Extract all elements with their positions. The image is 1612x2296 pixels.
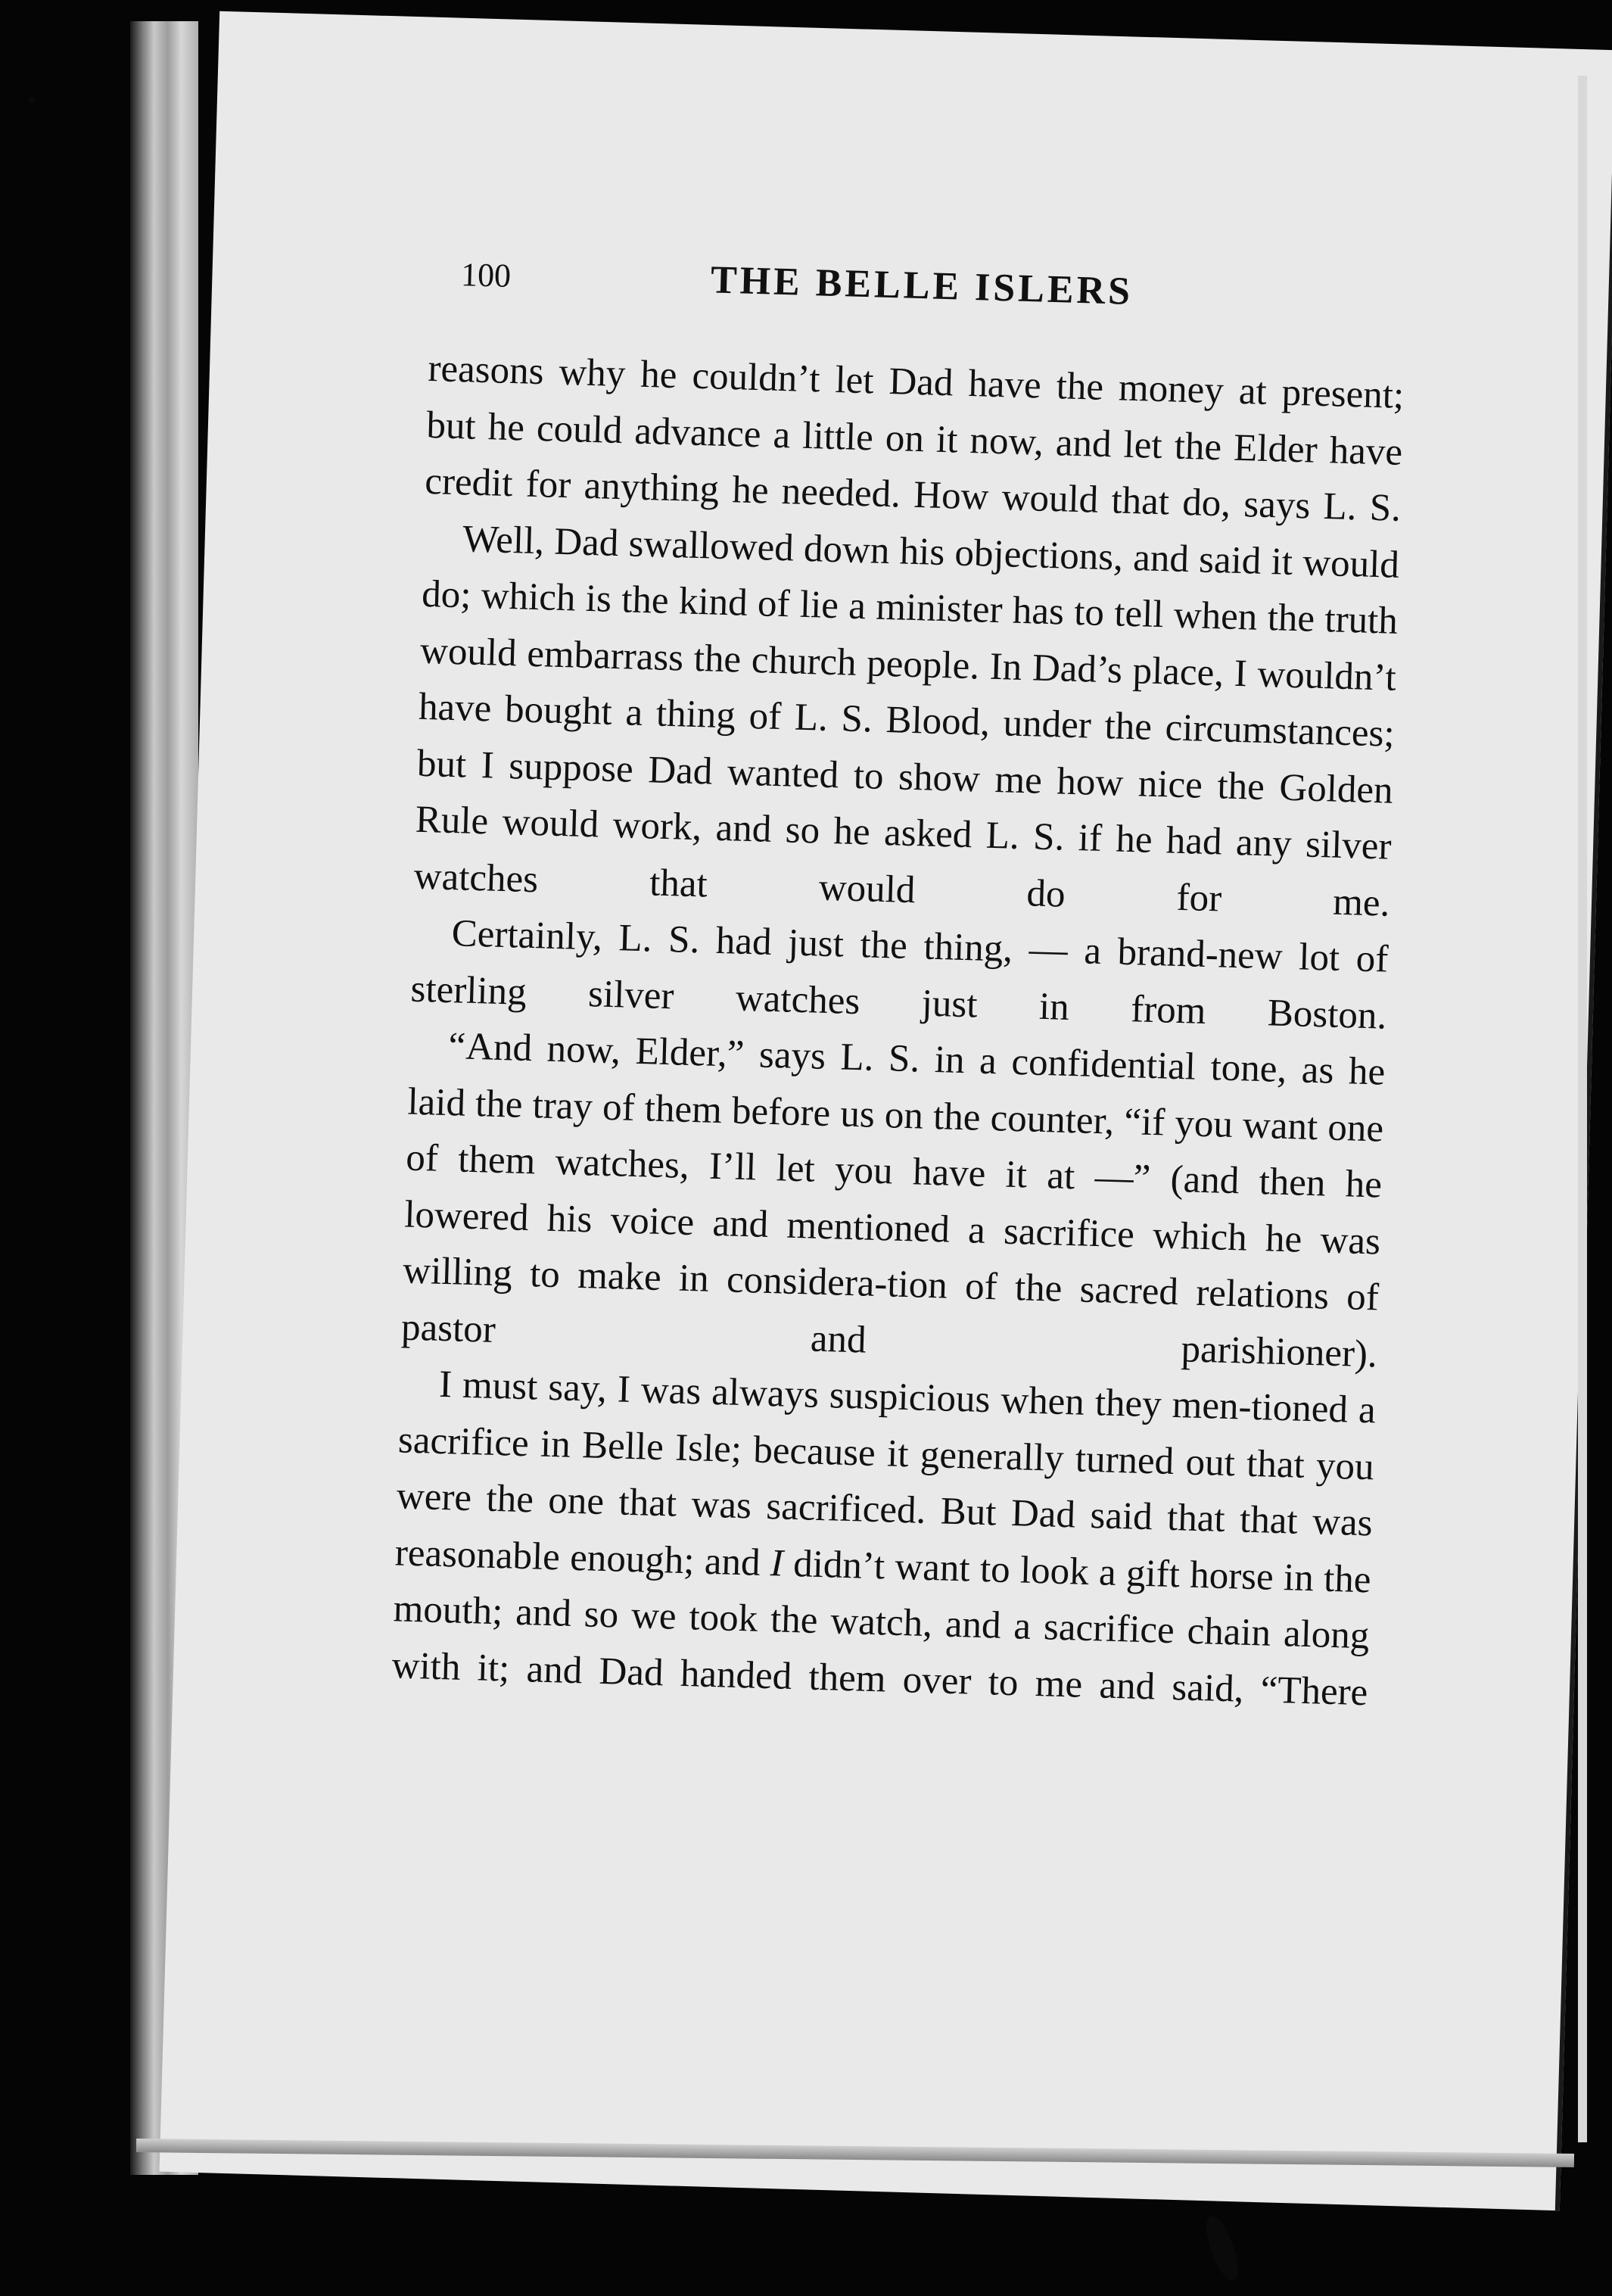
paragraph-4: “And now, Elder,” says L. S. in a confidential tone, as he laid the tray of them before us on the counter, “if you want one of them watches, I’ll let you have it at —” (and then he lowered his voice and mentioned a sacrifice which he was willing to make in considera-tion of the sacred relations of pastor and parishioner). — [400, 1025, 1386, 1375]
paragraph-5-part-2: didn’t want to look a gift horse in the mouth; and so we took the watch, and a sacrifice chain along with it; and Dad handed them over to me and said, “There — [391, 1542, 1372, 1714]
paragraph-5-part-1: I must say, I was always suspicious when they men-tioned a sacrifice in Belle Isle; because it generally turned out that you were the one that was sacrificed. But Dad said that that was reasonable enough; and — [394, 1363, 1377, 1584]
page-number: 100 — [460, 256, 512, 294]
paragraph-2: Well, Dad swallowed down his objections, and said it would do; which is the kind of lie a minister has to tell when the truth would embarrass the church people. In Dad’s place, I wouldn’t have bought a thing of L. S. Blood, under the circumstances; but I suppose Dad wanted to show me how nice the Golden Rule would work, and so he asked L. S. if he had any silver watches that would do for me. — [413, 517, 1400, 925]
running-head: THE BELLE ISLERS — [710, 258, 1134, 313]
scan-shadow — [1200, 2213, 1245, 2285]
page-text-block — [391, 250, 1408, 1721]
paragraph-5-italic-i: I — [770, 1541, 784, 1585]
scan-speck — [29, 97, 35, 104]
paragraph-3: Certainly, L. S. had just the thing, — a brand-new lot of sterling silver watches just in from Boston. — [409, 912, 1389, 1038]
paragraph-5 — [391, 1355, 1377, 1721]
paragraph-1: reasons why he couldn’t let Dad have the money at present; but he could advance a little on it now, and let the Elder have credit for anything he needed. How would that do, says L. S. — [424, 347, 1405, 530]
page-right-edge — [1578, 76, 1587, 2142]
